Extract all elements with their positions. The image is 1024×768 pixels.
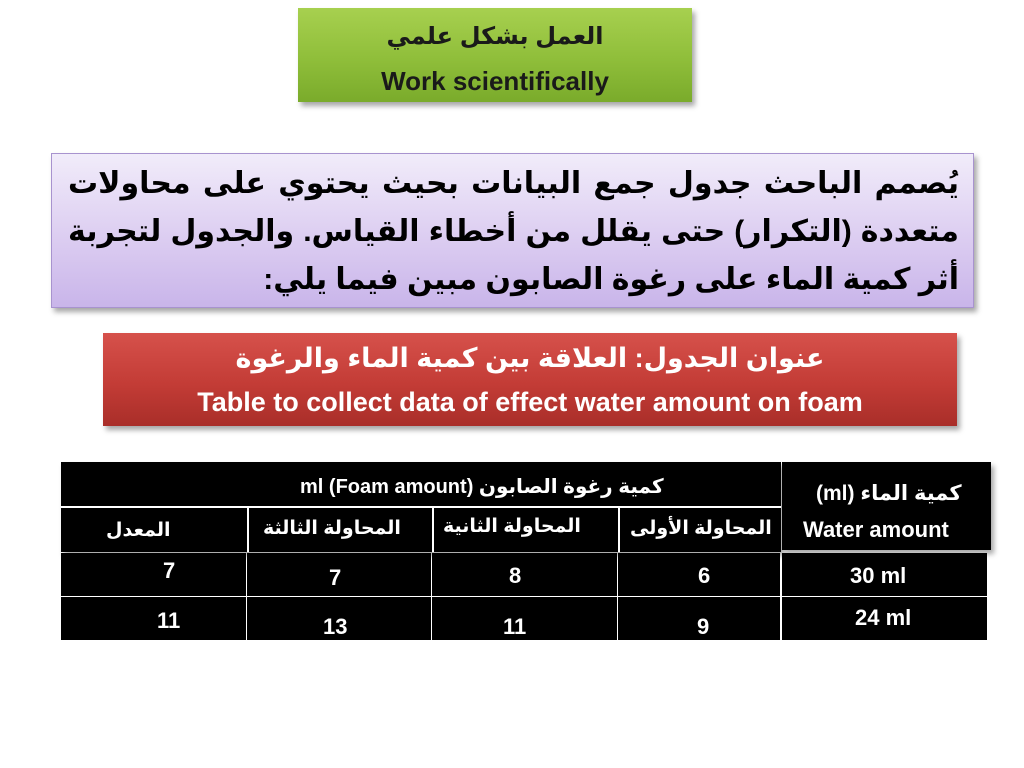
title-arabic: العمل بشكل علمي <box>386 23 604 50</box>
column-header-trial3: المحاولة الثالثة <box>263 518 401 539</box>
table-title-arabic: عنوان الجدول: العلاقة بين كمية الماء والرغوة <box>235 343 825 373</box>
column-divider <box>432 507 434 552</box>
cell-trial2: 8 <box>432 553 617 596</box>
cell-trial3: 13 <box>247 597 431 640</box>
title-english: Work scientifically <box>381 66 609 96</box>
cell-trial1: 6 <box>618 553 780 596</box>
cell-average: 11 <box>61 597 246 640</box>
water-header-arabic: كمية الماء (ml) <box>816 482 962 505</box>
column-divider <box>247 507 249 552</box>
cell-trial3: 7 <box>247 553 431 596</box>
water-header-english: Water amount <box>803 517 949 542</box>
table-title-english: Table to collect data of effect water amount on foam <box>197 387 863 417</box>
column-header-average: المعدل <box>106 520 171 541</box>
foam-header: كمية رغوة الصابون (Foam amount) ml <box>300 476 664 498</box>
column-header-trial1: المحاولة الأولى <box>630 518 772 539</box>
cell-trial1: 9 <box>618 597 780 640</box>
column-divider <box>618 507 620 552</box>
column-header-trial2: المحاولة الثانية <box>443 516 581 537</box>
table-title-banner <box>103 333 957 426</box>
cell-water: 24 ml <box>782 597 987 640</box>
description-text: يُصمم الباحث جدول جمع البيانات بحيث يحتوي على محاولات متعددة (التكرار) حتى يقلل من أخطاء القياس. والجدول لتجربة أثر كمية الماء على رغوة الصابون مبين فيما يلي: <box>68 167 959 296</box>
cell-trial2: 11 <box>432 597 617 640</box>
title-banner <box>298 8 692 102</box>
cell-water: 30 ml <box>782 553 987 596</box>
cell-average: 7 <box>61 553 246 596</box>
description-box <box>51 153 974 308</box>
header-divider <box>61 506 781 508</box>
